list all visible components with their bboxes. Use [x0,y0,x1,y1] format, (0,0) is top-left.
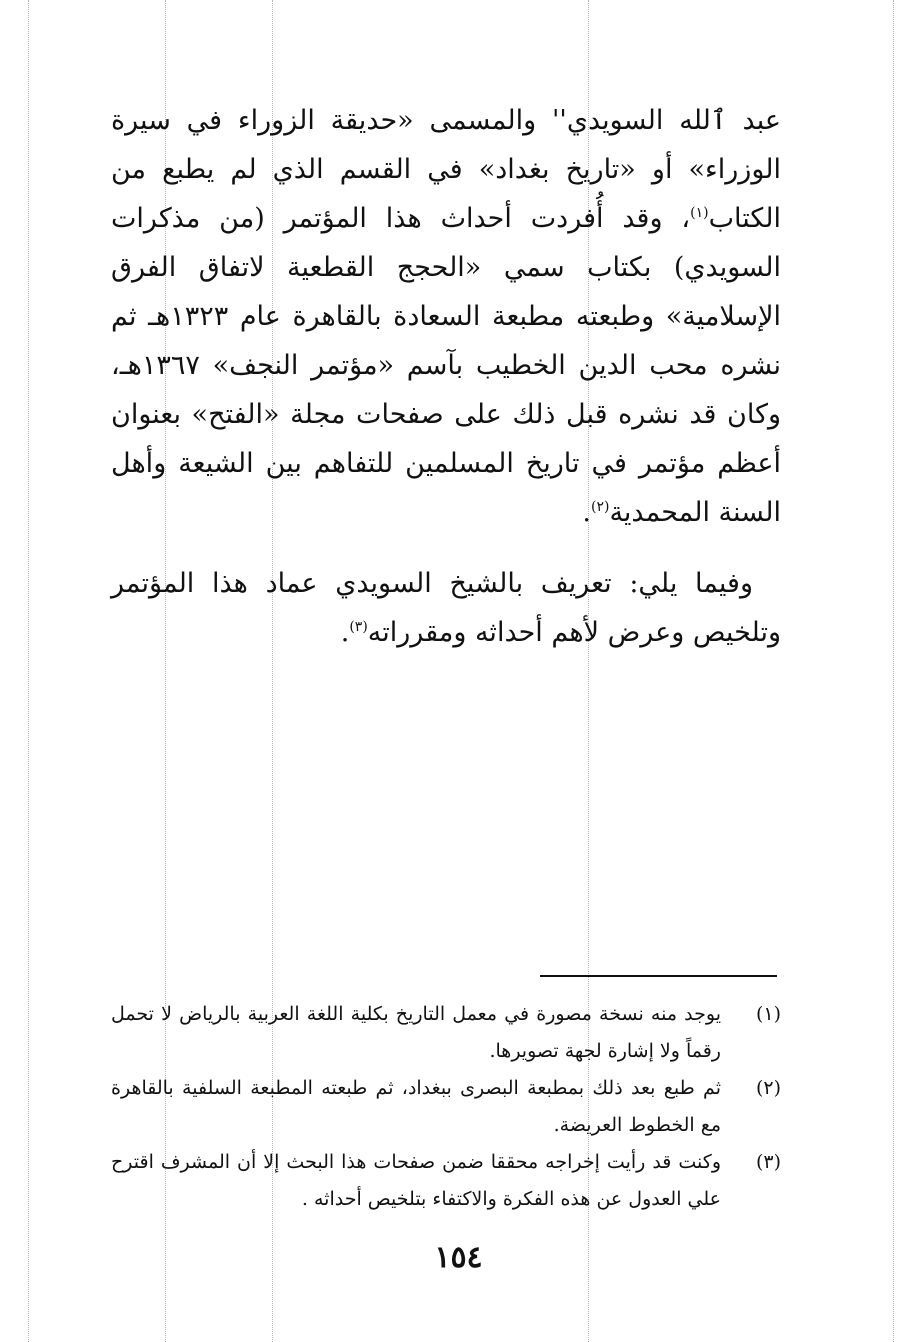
footnote-number: (٣) [755,1151,781,1173]
footnotes [111,996,781,1218]
footnote-reference[interactable]: (١) [690,205,709,221]
footnote [111,1144,781,1218]
footnote-number: (١) [755,1003,781,1025]
paragraph-text: وفيما يلي: تعريف بالشيخ السويدي عماد هذا المؤتمر وتلخيص وعرض لأهم أحداثه ومقرراته [111,568,781,648]
footnote-text: يوجد منه نسخة مصورة في معمل التاريخ بكلية اللغة العربية بالرياض لا تحمل رقماً ولا إشارة لجهة تصويرها. [111,1003,721,1062]
page-number: ١٥٤ [434,1240,483,1275]
footnote-text: ثم طبع بعد ذلك بمطبعة البصرى ببغداد، ثم طبعته المطبعة السلفية بالقاهرة مع الخطوط العريضة. [111,1077,721,1136]
footnote-reference[interactable]: (٢) [590,499,610,515]
paragraph [111,96,781,537]
paragraph-text: . [340,617,350,648]
paragraph-text: ، وقد أُفردت أحداث هذا المؤتمر (من مذكرات السويدي) بكتاب سمي «الحجج القطعية لاتفاق الفرق الإسلامية» وطبعته مطبعة السعادة بالقاهرة عام ١٣٢٣هـ ثم نشره محب الدين الخطيب بآسم «مؤتمر النجف» ١٣٦٧هـ، وكان قد نشره قبل ذلك على صفحات مجلة «الفتح» بعنوان أعظم مؤتمر في تاريخ المسلمين للتفاهم بين الشيعة وأهل السنة المحمدية [111,203,781,528]
footnote-reference[interactable]: (٣) [349,619,368,635]
footnote [111,996,781,1070]
main-text [111,96,781,657]
footnote-separator [540,975,777,977]
paragraph-text: . [582,497,591,528]
scan-guide-line [893,0,894,1342]
footnote-number: (٢) [755,1077,781,1099]
footnote [111,1070,781,1144]
paragraph [111,559,781,657]
footnote-text: وكنت قد رأيت إخراجه محققا ضمن صفحات هذا البحث إلا أن المشرف اقترح علي العدول عن هذه الفكرة والاكتفاء بتلخيص أحداثه . [111,1151,721,1210]
scan-guide-line [28,0,29,1342]
paragraph-text: عبد ٱلله السويدي'' والمسمى «حديقة الزوراء في سيرة الوزراء» أو «تاريخ بغداد» في القسم الذي لم يطبع من الكتاب [111,105,781,234]
